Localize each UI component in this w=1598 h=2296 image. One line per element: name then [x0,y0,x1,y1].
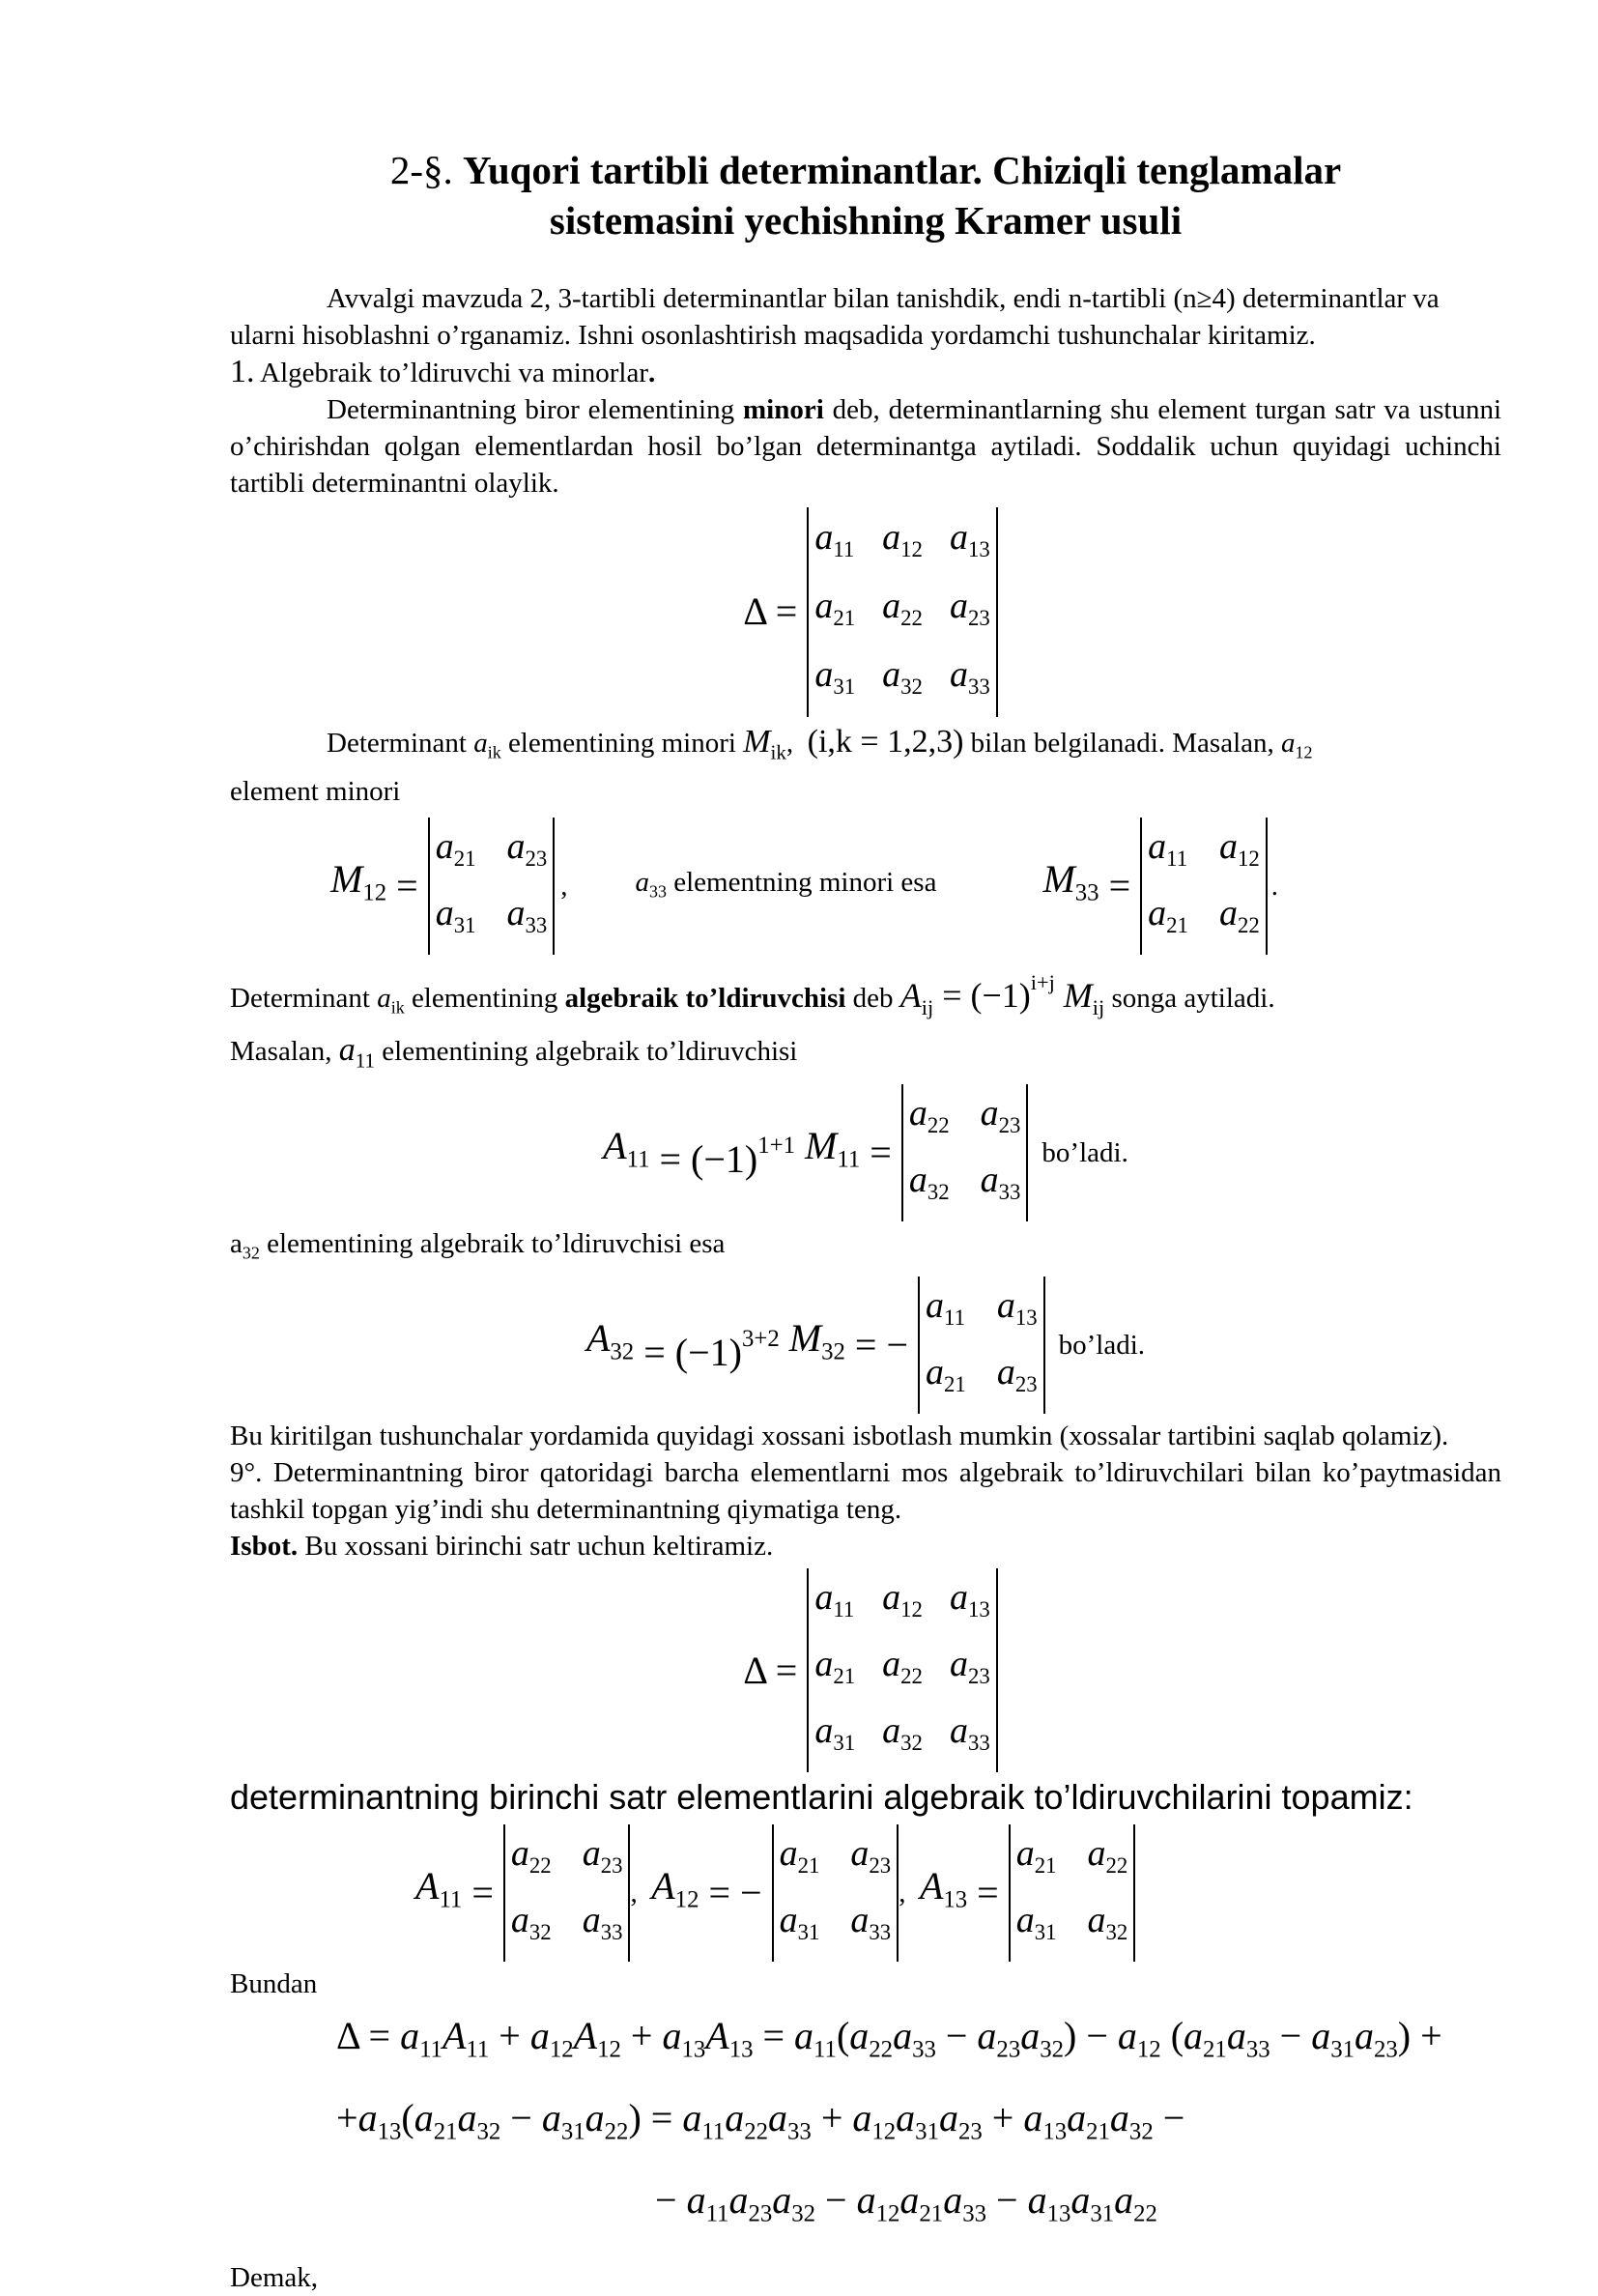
a32-formula: $A_{32}$ = $(-1)^{3+2}$ $M_{32}$ = − $a_{11}$ $a_{13}$ $a_{21}$ $a_{23}$ bo’ladi. [230,1277,1501,1414]
a32-line: $a_{32}$ elementining algebraik to’ldiruvchisi esa [230,1228,726,1263]
first-row-text: determinantning birinchi satr elementlarini algebraik to’ldiruvchilarini topamiz: [230,1777,1413,1818]
title-line1: Yuqori tartibli determinantlar. Chiziqli tenglamalar [462,148,1342,192]
a11-det: $a_{22}$ $a_{23}$ $a_{32}$ $a_{33}$ [901,1084,1029,1221]
bundan-label: Bundan [230,1968,318,2000]
demak-label: Demak, [230,2262,318,2294]
algebraic-example-line: Masalan, $a_{11}$ elementining algebraik to’ldiruvchisi [230,1031,798,1073]
delta-determinant-1: Δ = $a_{11}$ $a_{12}$ $a_{13}$ $a_{21}$ $a_{22}$ $a_{23}$ $a_{31}$ $a_{32}$ $a_{33}$ [230,507,1501,717]
a11-formula: $A_{11}$ = $(-1)^{1+1}$ $M_{11}$ = $a_{22}$ $a_{23}$ $a_{32}$ $a_{33}$ bo’ladi. [230,1084,1501,1221]
document-page [230,145,1501,2296]
proof-line: Isbot. Bu xossani birinchi satr uchun keltiramiz. [230,1531,774,1563]
minor-definition: Determinantning biror elementining minori deb, determinantlarning shu element turgan satr va ustunni o’chirishdan qolgan elementlardan hosil bo’lgan determinantga aytiladi. Soddalik uchun quyidagi uchinchi tartibli determinantni olaylik. [230,394,1502,499]
title-line2: sistemasini yechishning Kramer usuli [549,198,1183,243]
matrix-3x3-b: $a_{11}$ $a_{12}$ $a_{13}$ $a_{21}$ $a_{22}$ $a_{23}$ $a_{31}$ $a_{32}$ $a_{33}$ [807,1568,997,1772]
property-intro: Bu kiritilgan tushunchalar yordamida quyidagi xossani isbotlash mumkin (xossalar tartibini saqlab qolamiz). [230,1421,1449,1452]
minor-m33: $a_{11}$ $a_{12}$ $a_{21}$ $a_{22}$ [1140,818,1268,955]
minor-m12: $a_{21}$ $a_{23}$ $a_{31}$ $a_{33}$ [428,818,556,955]
cofactors-row: $A_{11}$ = $a_{22}$ $a_{23}$ $a_{32}$ $a_{33}$ , $A_{12}$ = − $a_{21}$ $a_{23}$ $a_{31}$ $a_{33}$ , $A_{13}$ = $a_{21}$ $a_{22}$ $a_{31}$ $a_{32}$ [415,1824,1501,1962]
expansion-line-2: $+a_{13}(a_{21}a_{32} - a_{31}a_{22}) = a_{11}a_{22}a_{33} + a_{12}a_{31}a_{23} + a_{13}a_{21}a_{32}$ − [336,2095,1185,2145]
title-prefix: 2-§. [389,148,453,192]
expansion-line-3: − $a_{11}a_{23}a_{32} - a_{12}a_{21}a_{33} - a_{13}a_{31}a_{22}$ [655,2177,1157,2227]
page-title [230,145,1501,245]
matrix-3x3: $a_{11}$ $a_{12}$ $a_{13}$ $a_{21}$ $a_{22}$ $a_{23}$ $a_{31}$ $a_{32}$ $a_{33}$ [807,507,997,717]
cof-a12: $a_{21}$ $a_{23}$ $a_{31}$ $a_{33}$ [772,1824,899,1962]
expansion-line-1: $\Delta = a_{11}A_{11} + a_{12}A_{12} + a_{13}A_{13} = a_{11}(a_{22}a_{33} - a_{23}a_{32}) - a_{12}$ $(a_{21}a_{33} - a_{31}a_{23})$ + [336,2014,1442,2063]
cof-a13: $a_{21}$ $a_{22}$ $a_{31}$ $a_{32}$ [1009,1824,1136,1962]
minors-row: $M_{12}$ = $a_{21}$ $a_{23}$ $a_{31}$ $a_{33}$ , $a_{33}$ elementning minori esa $M_{33}$ = $a_{11}$ $a_{12}$ $a_{21}$ $a_{22}$ . [330,818,1501,955]
section-heading: 1. Algebraik to’ldiruvchi va minorlar. [230,354,656,389]
a32-det: $a_{11}$ $a_{13}$ $a_{21}$ $a_{23}$ [918,1277,1045,1414]
property-9: 9°. Determinantning biror qatoridagi barcha elementlarni mos algebraik to’ldiruvchilari bilan ko’paytmasidan tashkil topgan yig’indi shu determinantning qiymatiga teng. [230,1457,1501,1526]
intro-paragraph: Avvalgi mavzuda 2, 3-tartibli determinantlar bilan tanishdik, endi n-tartibli (n≥4) determinantlar va ularni hisoblashni o’rganamiz. Ishni osonlashtirish maqsadida yordamchi tushunchalar kiritamiz. [230,283,1440,351]
delta-determinant-2: Δ = $a_{11}$ $a_{12}$ $a_{13}$ $a_{21}$ $a_{22}$ $a_{23}$ $a_{31}$ $a_{32}$ $a_{33}$ [230,1568,1501,1772]
minor-notation: Determinant $a_{ik}$ elementining minori $M_{ik}$, (i,k = 1,2,3) bilan belgilanadi. Masalan, $a_{12}$ [327,723,1313,764]
algebraic-complement-definition: Determinant $a_{ik}$ elementining algebraik to’ldiruvchisi deb $A_{ij} = (-1)^{i+j}$ $M_{ij}$ songa aytiladi. [230,970,1275,1019]
minor-notation-cont: element minori [230,776,401,808]
cof-a11: $a_{22}$ $a_{23}$ $a_{32}$ $a_{33}$ [503,1824,631,1962]
